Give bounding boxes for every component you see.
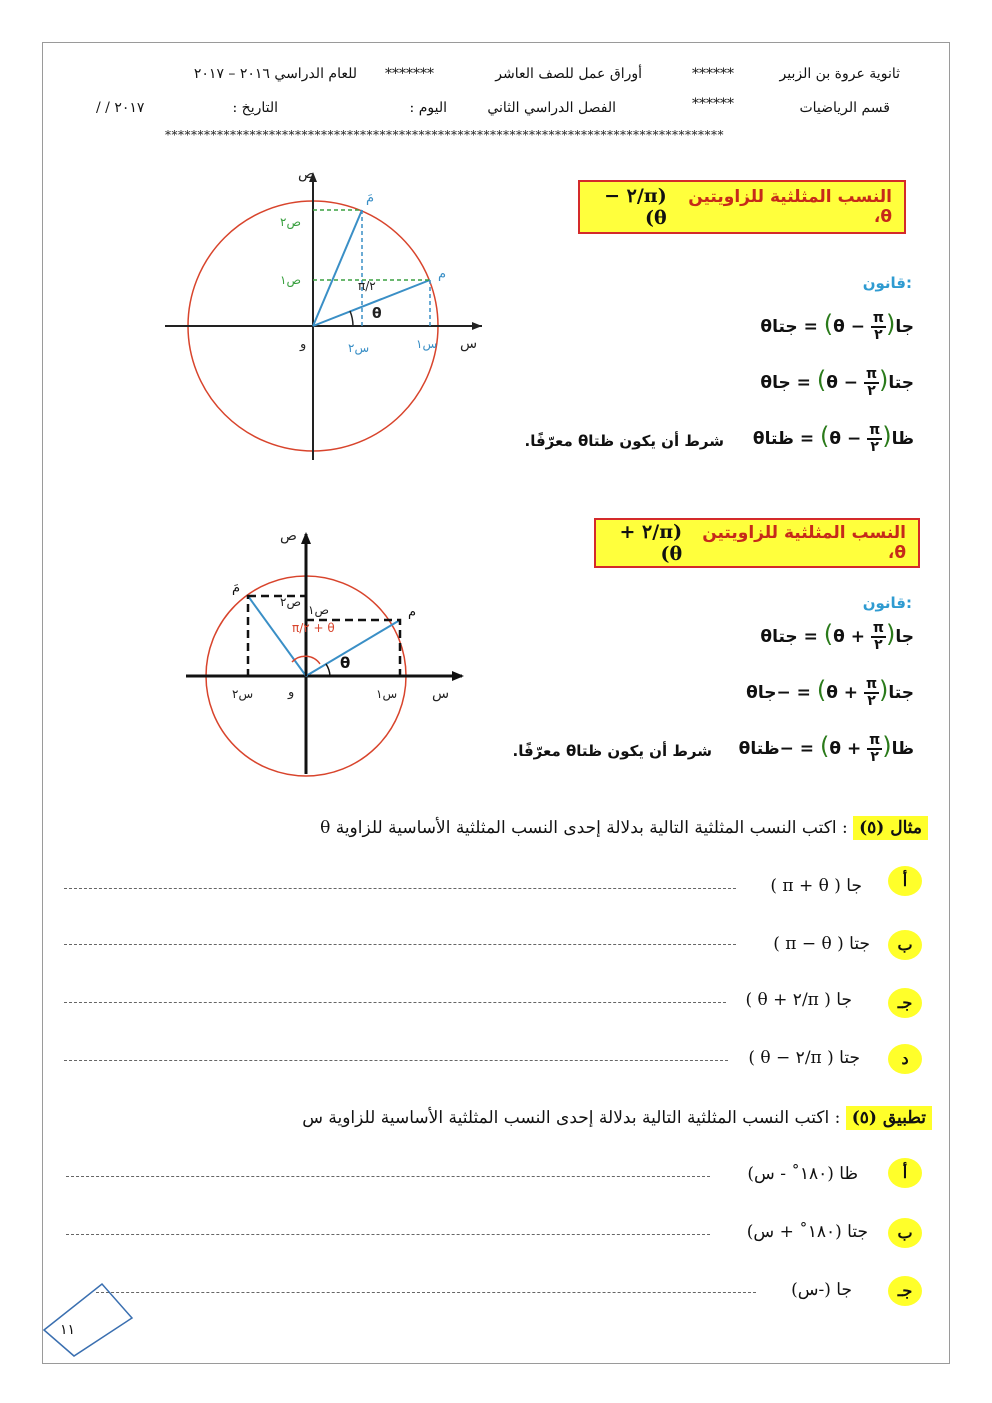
theta-arc — [350, 311, 353, 326]
law-operator: − — [846, 429, 862, 449]
section1-title-text: النسب المثلثية للزاويتين θ، — [688, 187, 892, 227]
law-rhs: = −جاθ — [746, 683, 811, 703]
date-label: التاريخ : — [232, 100, 278, 116]
application-expr-a: ظا (١٨٠˚ - س) — [747, 1164, 858, 1184]
application-label-b: ب — [888, 1218, 922, 1248]
pi-half-fraction: $\frac{\pi}{٢}$ — [865, 366, 878, 399]
department: قسم الرياضيات — [799, 100, 890, 116]
law-rhs: = ظتاθ — [752, 429, 815, 449]
left-paren: ( — [882, 422, 892, 450]
example-expr-c: جا ( π/٢ + θ ) — [745, 990, 852, 1010]
law-lhs: جتا — [888, 373, 914, 393]
pi-half-fraction: $\frac{\pi}{٢}$ — [872, 620, 884, 653]
law-operator: + — [850, 627, 865, 647]
example-label-c: جـ — [888, 988, 922, 1018]
sum-angle-label: π/٢ + θ — [292, 621, 335, 635]
law-lhs: جا — [895, 627, 914, 647]
theta-arc — [326, 664, 330, 676]
left-paren: ( — [885, 310, 896, 338]
application-answer-line-b[interactable] — [66, 1234, 710, 1235]
application-expr-b: جتا (١٨٠˚ + س) — [746, 1222, 868, 1242]
point-m-prime-label: مَ — [232, 581, 241, 596]
law-rhs: = جاθ — [760, 373, 811, 393]
x1-label: س١ — [376, 687, 398, 701]
section2-law-2: جتا( $\frac{\pi}{٢}$ + θ) = −جاθ — [746, 676, 914, 709]
header-stars-3: ****** — [692, 96, 734, 112]
law-operator: + — [846, 739, 862, 759]
application-answer-line-c[interactable] — [96, 1292, 756, 1293]
theta-label: θ — [372, 306, 382, 322]
pi-half-label: π/٢ — [358, 279, 376, 293]
example-expr-a: جا ( π + θ ) — [770, 876, 862, 896]
x-axis-arrow — [472, 322, 482, 330]
application-label-a: أ — [888, 1158, 922, 1188]
point-m-label: م — [408, 605, 417, 620]
origin-label: و — [300, 337, 307, 352]
law-lhs: ظا — [891, 739, 914, 759]
y-axis-label: ص — [280, 528, 297, 544]
example-expr-d: جتا ( π/٢ − θ ) — [748, 1048, 860, 1068]
application-label-c: جـ — [888, 1276, 922, 1306]
example-expr-b: جتا ( π − θ ) — [773, 934, 870, 954]
y2-label: ص٢ — [280, 215, 301, 229]
application-expr-c: جا (-س) — [791, 1280, 852, 1300]
point-m-prime-label: مَ — [366, 191, 375, 206]
right-paren: ) — [823, 620, 834, 648]
section2-law-label: قانون: — [862, 594, 912, 612]
section1-law-label: قانون: — [862, 274, 912, 292]
x-axis-label: س — [432, 686, 450, 702]
section1-law-2: جتا( $\frac{\pi}{٢}$ − θ) = جاθ — [760, 366, 914, 399]
y1-label: ص١ — [280, 273, 301, 287]
worksheets-title: أوراق عمل للصف العاشر — [495, 66, 642, 82]
day-label: اليوم : — [409, 100, 447, 116]
y2-label: ص٢ — [280, 595, 301, 609]
law-rhs: = −ظتاθ — [738, 739, 815, 759]
example-label-a: أ — [888, 866, 922, 896]
left-paren: ( — [882, 732, 892, 760]
law-lhs: جتا — [888, 683, 914, 703]
theta-label: θ — [340, 654, 351, 672]
right-paren: ) — [823, 310, 834, 338]
law-operator: + — [843, 683, 859, 703]
page-tag — [40, 1280, 140, 1360]
section2-law-1: جا( $\frac{\pi}{٢}$ + θ) = جتاθ — [760, 620, 914, 653]
application-badge: تطبيق (٥) — [846, 1106, 932, 1130]
right-paren: ) — [819, 732, 830, 760]
unit-circle-diagram-2 — [180, 520, 480, 780]
answer-line-a[interactable] — [64, 888, 736, 889]
right-paren: ) — [819, 422, 830, 450]
left-paren: ( — [885, 620, 896, 648]
right-paren: ) — [816, 366, 827, 394]
answer-line-d[interactable] — [64, 1060, 728, 1061]
example-label-d: د — [888, 1044, 922, 1074]
law-rhs: = جتاθ — [760, 317, 818, 337]
section2-title-math: (π/٢ + θ) — [619, 521, 683, 565]
point-m-label: م — [438, 267, 447, 282]
section1-condition: شرط أن يكون ظتاθ معرّفًا. — [524, 432, 724, 450]
unit-circle-diagram-1 — [160, 160, 500, 470]
law-lhs: جا — [895, 317, 914, 337]
left-paren: ( — [879, 366, 889, 394]
y1-label: ص١ — [308, 603, 329, 617]
law-rhs: = جتاθ — [760, 627, 818, 647]
right-paren: ) — [816, 676, 827, 704]
section2-condition: شرط أن يكون ظتاθ معرّفًا. — [512, 742, 712, 760]
section1-title — [578, 180, 906, 234]
y-axis-arrow — [301, 532, 311, 544]
section2-title — [594, 518, 920, 568]
section2-law-3: ظا( $\frac{\pi}{٢}$ + θ) = −ظتاθ — [738, 732, 914, 765]
date-value: / / ٢٠١٧ — [96, 100, 145, 116]
x-axis-label: س — [460, 336, 478, 352]
pi-half-fraction: $\frac{\pi}{٢}$ — [869, 422, 881, 455]
section1-law-3: ظا( $\frac{\pi}{٢}$ − θ) = ظتاθ — [752, 422, 914, 455]
x2-label: س٢ — [348, 341, 370, 355]
example-label-b: ب — [888, 930, 922, 960]
page-tag-shape — [44, 1284, 132, 1356]
pi-half-fraction: $\frac{\pi}{٢}$ — [865, 676, 878, 709]
application-answer-line-a[interactable] — [66, 1176, 710, 1177]
pi-half-fraction: $\frac{\pi}{٢}$ — [869, 732, 881, 765]
y-axis-label: ص — [298, 166, 315, 182]
law-operator: − — [843, 373, 859, 393]
answer-line-b[interactable] — [64, 944, 736, 945]
law-lhs: ظا — [891, 429, 914, 449]
example-badge: مثال (٥) — [853, 816, 928, 840]
header-stars-2: ******* — [385, 66, 434, 82]
section2-title-text: النسب المثلثية للزاويتين θ، — [702, 523, 906, 563]
x1-label: س١ — [416, 337, 438, 351]
academic-year: للعام الدراسي ٢٠١٦ – ٢٠١٧ — [193, 66, 357, 82]
semester: الفصل الدراسي الثاني — [487, 100, 616, 116]
header-separator: ************************************************************************************** — [165, 128, 724, 142]
school-name: ثانوية عروة بن الزبير — [779, 66, 900, 82]
application-instruction: : اكتب النسب المثلثية التالية بدلالة إحدى النسب المثلثية الأساسية للزاوية س — [302, 1108, 841, 1128]
example-instruction: : اكتب النسب المثلثية التالية بدلالة إحدى النسب المثلثية الأساسية للزاوية θ — [320, 818, 848, 838]
origin-label: و — [288, 685, 295, 700]
pi-half-fraction: $\frac{\pi}{٢}$ — [872, 310, 884, 343]
section1-law-1: جا( $\frac{\pi}{٢}$ − θ) = جتاθ — [760, 310, 914, 343]
x-axis-arrow — [452, 671, 464, 681]
application-heading — [302, 1108, 932, 1128]
header-stars-1: ****** — [692, 66, 734, 82]
left-paren: ( — [879, 676, 889, 704]
example-heading — [320, 818, 928, 838]
section1-title-math: (π/٢ − θ) — [604, 185, 667, 229]
page-number: ١١ — [60, 1322, 76, 1338]
law-operator: − — [850, 317, 865, 337]
x2-label: س٢ — [232, 687, 254, 701]
answer-line-c[interactable] — [64, 1002, 726, 1003]
